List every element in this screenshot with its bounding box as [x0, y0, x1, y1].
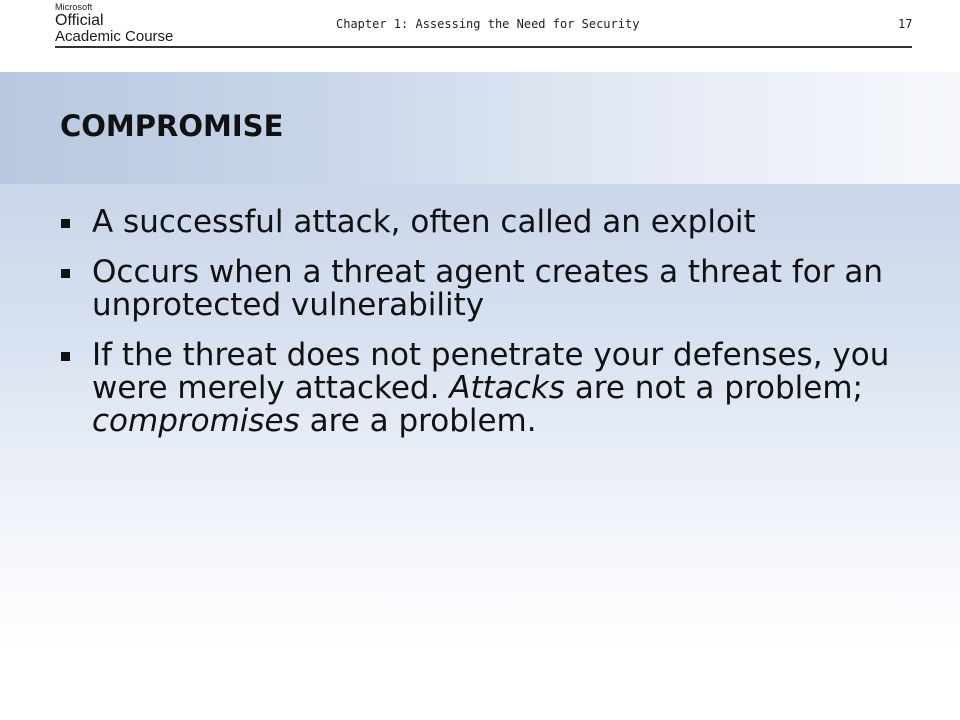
square-bullet-icon [61, 269, 70, 278]
bullet-item [60, 339, 940, 438]
bullet-text-part: are a problem. [299, 403, 537, 439]
bullet-text-part: are not a problem; [564, 370, 863, 406]
logo-line-3: Academic Course [55, 28, 174, 45]
bullet-item [60, 206, 940, 239]
bullet-emphasis-compromises: compromises [92, 403, 300, 439]
bullet-text-part: If the threat does not penetrate your defenses, you were merely attacked. [92, 337, 890, 406]
logo-line-1: Microsoft [55, 2, 93, 12]
microsoft-official-academic-course-logo [55, 3, 173, 44]
page-number: 17 [898, 17, 913, 31]
chapter-title: Chapter 1: Assessing the Need for Security [336, 17, 640, 31]
bullet-list [60, 206, 940, 455]
logo-line-2: Official [55, 12, 104, 29]
square-bullet-icon [61, 219, 70, 228]
bullet-text: Occurs when a threat agent creates a threat for an unprotected vulnerability [92, 254, 883, 323]
header-divider [55, 46, 912, 48]
bullet-text: A successful attack, often called an exploit [92, 204, 756, 240]
square-bullet-icon [61, 352, 70, 361]
bullet-item [60, 256, 940, 322]
bullet-emphasis-attacks: Attacks [449, 370, 565, 406]
slide-title: COMPROMISE [60, 109, 284, 143]
